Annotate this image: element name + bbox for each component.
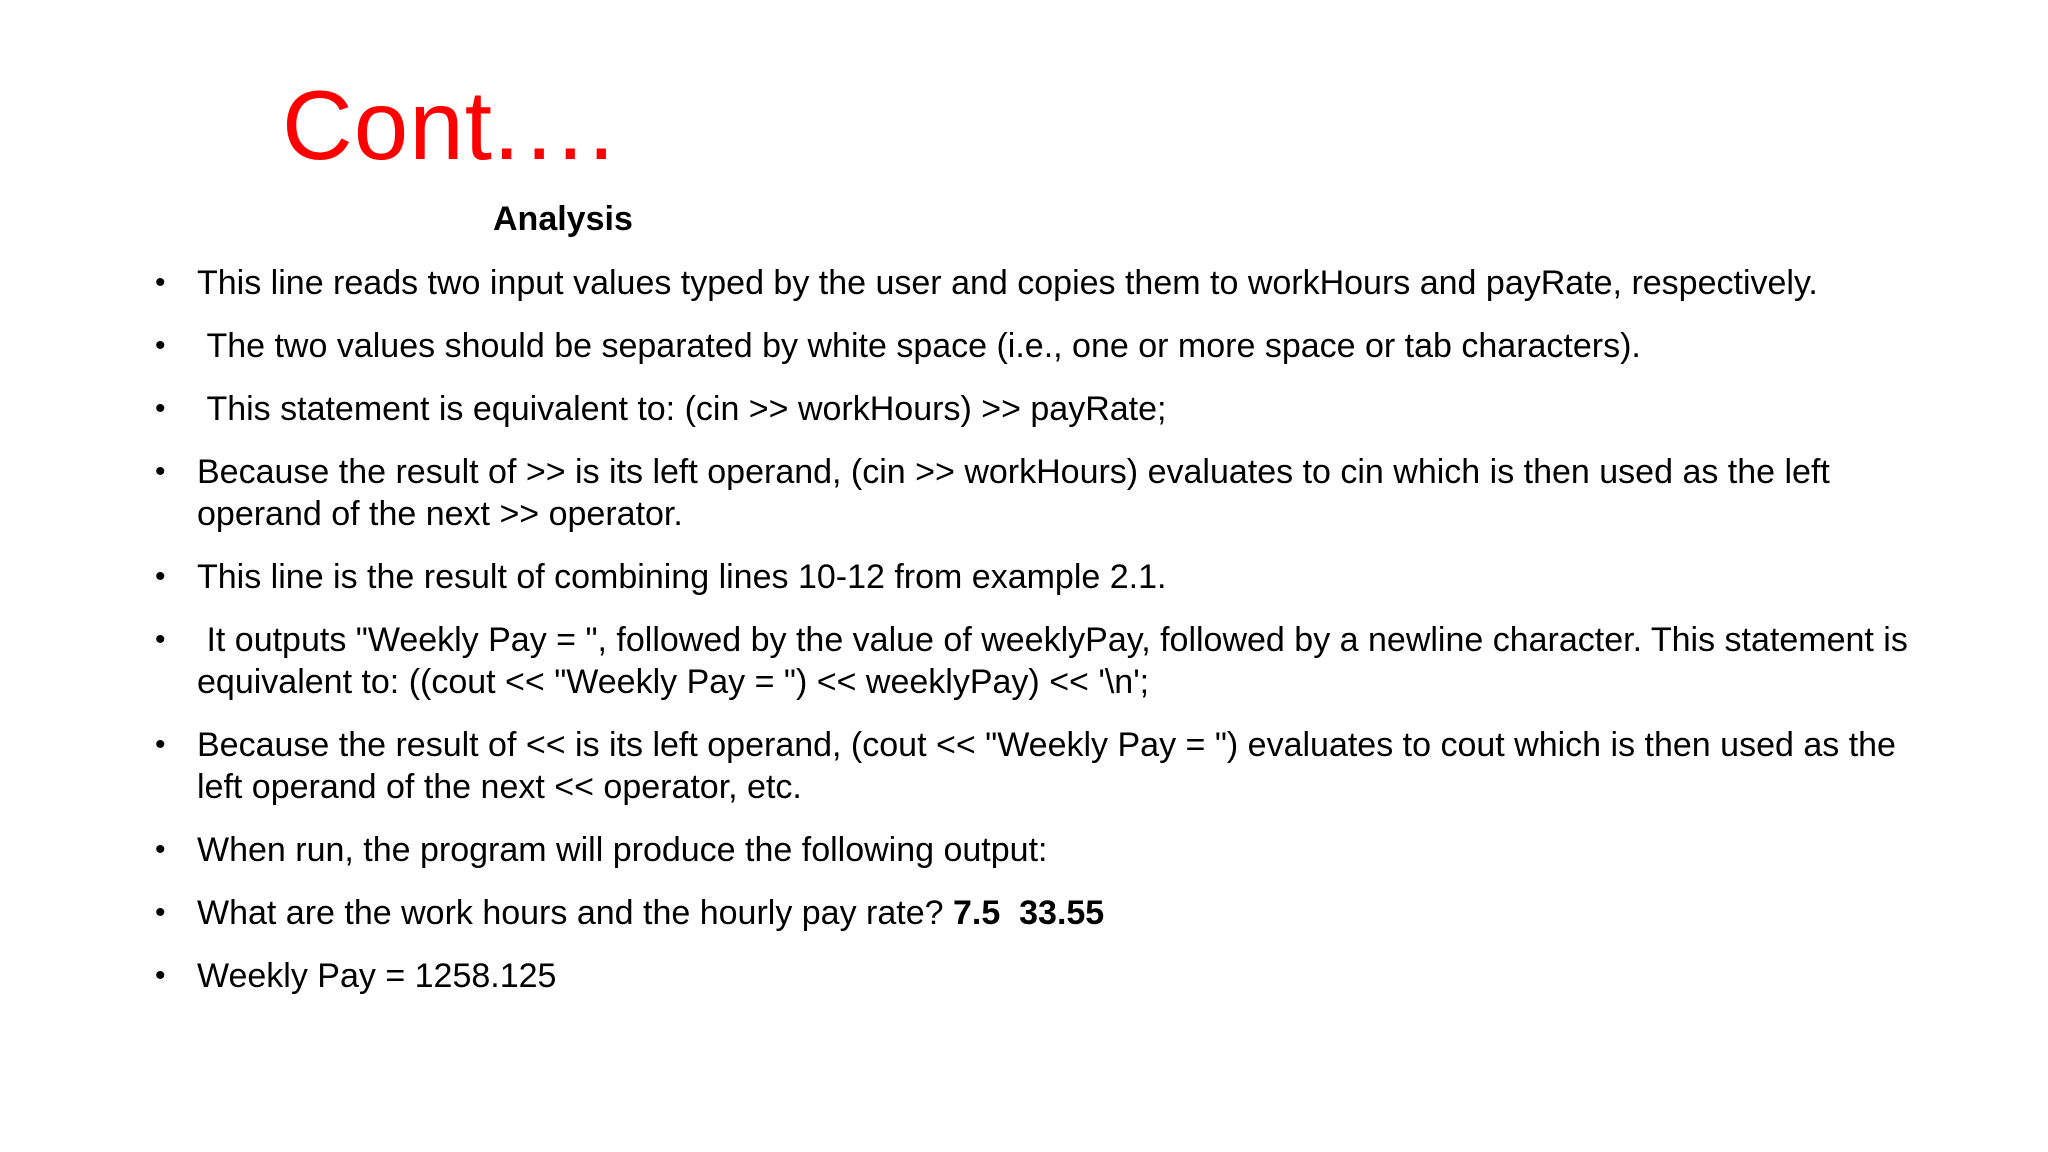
bullet-list (155, 262, 1918, 1018)
bullet-text: Because the result of << is its left operand, (cout << "Weekly Pay = ") evaluates to cout which is then used as the left operand of the next << operator, etc. (197, 726, 1896, 806)
bullet-dot-icon: • (155, 560, 166, 593)
bullet-item (155, 724, 1915, 808)
bullet-item (155, 262, 1915, 304)
bullet-dot-icon: • (155, 833, 166, 866)
bullet-item (155, 451, 1915, 535)
sample-result-text: Weekly Pay = 1258.125 (197, 957, 557, 995)
bullet-dot-icon: • (155, 623, 166, 656)
bullet-item-sample-prompt (155, 892, 1915, 934)
sample-prompt-text: What are the work hours and the hourly pay rate? (197, 894, 953, 932)
sample-user-input: 7.5 33.55 (952, 894, 1105, 932)
bullet-item (155, 325, 1915, 367)
bullet-text: This line reads two input values typed by the user and copies them to workHours and payRate, respectively. (197, 264, 1818, 302)
bullet-text: When run, the program will produce the following output: (197, 831, 1048, 869)
bullet-dot-icon: • (155, 455, 166, 488)
bullet-item (155, 619, 1918, 703)
slide-title: Cont.… (282, 70, 621, 180)
bullet-dot-icon: • (155, 728, 166, 761)
bullet-item (155, 556, 1915, 598)
bullet-text: It outputs "Weekly Pay = ", followed by the value of weeklyPay, followed by a newline character. This statement is equivalent to: ((cout << "Weekly Pay = ") << weeklyPay) << '\n'; (197, 621, 1918, 701)
bullet-dot-icon: • (155, 392, 166, 425)
bullet-dot-icon: • (155, 266, 166, 299)
bullet-item (155, 829, 1915, 871)
bullet-text: Because the result of >> is its left operand, (cin >> workHours) evaluates to cin which is then used as the left operand of the next >> operator. (197, 453, 1830, 533)
bullet-dot-icon: • (155, 896, 166, 929)
bullet-text: The two values should be separated by white space (i.e., one or more space or tab characters). (197, 327, 1641, 365)
bullet-item-sample-result (155, 955, 1915, 997)
bullet-dot-icon: • (155, 329, 166, 362)
bullet-text: This line is the result of combining lines 10-12 from example 2.1. (197, 558, 1167, 596)
section-heading: Analysis (493, 200, 633, 238)
bullet-dot-icon: • (155, 959, 166, 992)
bullet-item (155, 388, 1915, 430)
bullet-text: This statement is equivalent to: (cin >> workHours) >> payRate; (197, 390, 1167, 428)
